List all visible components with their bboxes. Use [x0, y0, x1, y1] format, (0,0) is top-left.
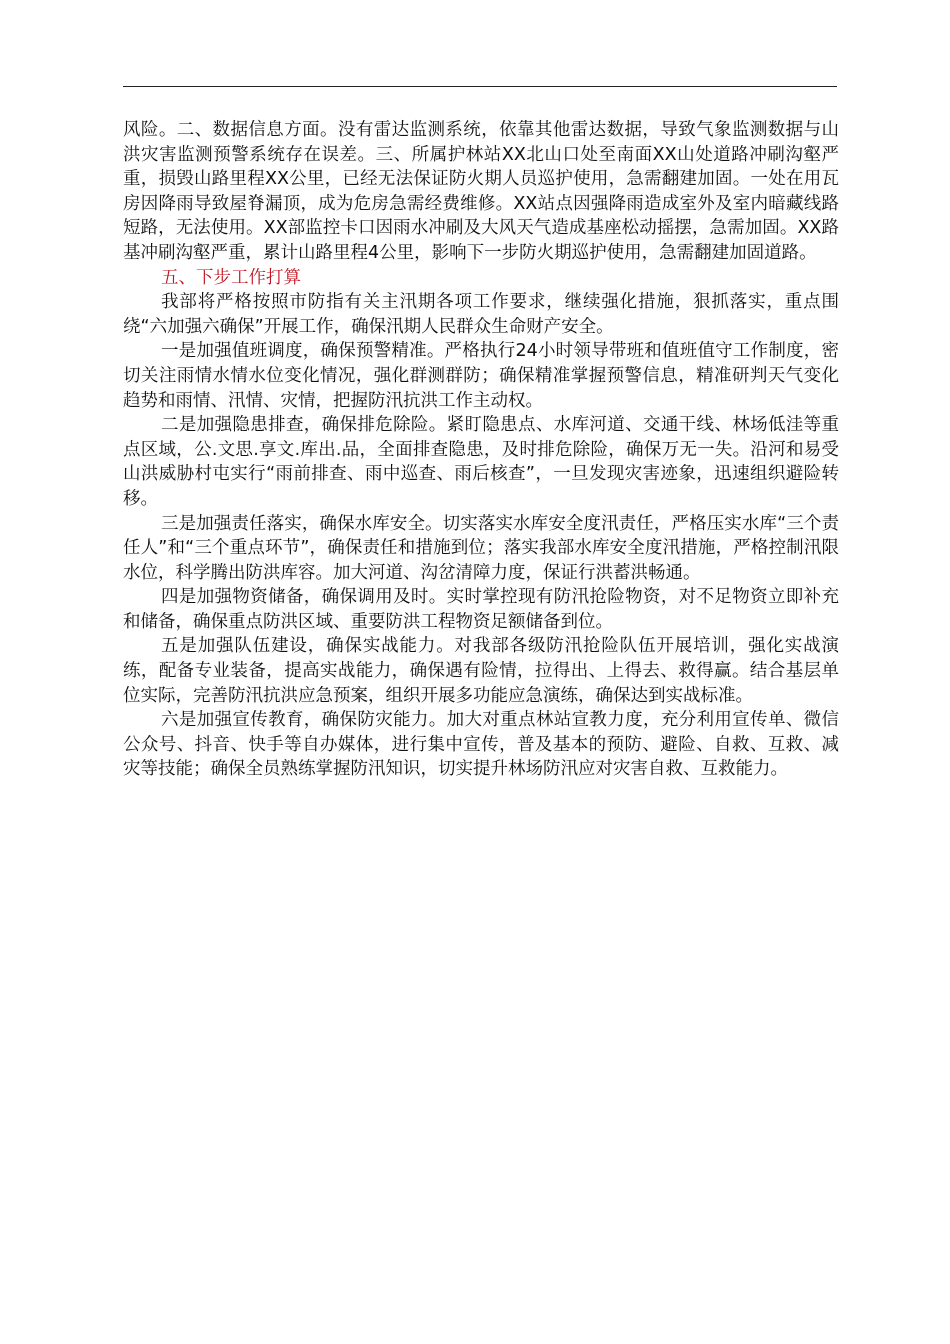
header-rule: [123, 86, 837, 87]
intro-paragraph: 风险。二、数据信息方面。没有雷达监测系统，依靠其他雷达数据，导致气象监测数据与山洪灾害监测预警系统存在误差。三、所属护林站XX北山口处至南面XX山处道路冲刷沟壑严重，损毁山路里程XX公里，已经无法保证防火期人员巡护使用，急需翻建加固。一处在用瓦房因降雨导致屋脊漏顶，成为危房急需经费维修。XX站点因强降雨造成室外及室内暗藏线路短路，无法使用。XX部监控卡口因雨水冲刷及大风天气造成基座松动摇摆，急需加固。XX路基冲刷沟壑严重，累计山路里程4公里，影响下一步防火期巡护使用，急需翻建加固道路。: [123, 120, 839, 263]
paragraph-publicity-education: 六是加强宣传教育，确保防灾能力。加大对重点林站宣教力度，充分利用宣传单、微信公众号、抖音、快手等自办媒体，进行集中宣传，普及基本的预防、避险、自救、互救、减灾等技能；确保全员熟练掌握防汛知识，切实提升林场防汛应对灾害自救、互救能力。: [123, 710, 839, 780]
paragraph-overview: 我部将严格按照市防指有关主汛期各项工作要求，继续强化措施，狠抓落实，重点围绕“六加强六确保”开展工作，确保汛期人民群众生命财产安全。: [123, 292, 839, 337]
section-heading: 五、下步工作打算: [161, 267, 301, 288]
document-body: [123, 118, 839, 782]
paragraph-team-building: 五是加强队伍建设，确保实战能力。对我部各级防汛抢险队伍开展培训，强化实战演练，配备专业装备，提高实战能力，确保遇有险情，拉得出、上得去、救得赢。结合基层单位实际，完善防汛抗洪应急预案，组织开展多功能应急演练，确保达到实战标准。: [123, 636, 839, 706]
paragraph-hazard-inspection: 二是加强隐患排查，确保排危除险。紧盯隐患点、水库河道、交通干线、林场低洼等重点区域，公.文思.享文.库出.品，全面排查隐患，及时排危除险，确保万无一失。沿河和易受山洪威胁村屯实行“雨前排查、雨中巡查、雨后核查”，一旦发现灾害迹象，迅速组织避险转移。: [123, 415, 839, 509]
paragraph-responsibility: 三是加强责任落实，确保水库安全。切实落实水库安全度汛责任，严格压实水库“三个责任人”和“三个重点环节”，确保责任和措施到位；落实我部水库安全度汛措施，严格控制汛限水位，科学腾出防洪库容。加大河道、沟岔清障力度，保证行洪蓄洪畅通。: [123, 513, 839, 583]
paragraph-duty-scheduling: 一是加强值班调度，确保预警精准。严格执行24小时领导带班和值班值守工作制度，密切关注雨情水情水位变化情况，强化群测群防；确保精准掌握预警信息，精准研判天气变化趋势和雨情、汛情、灾情，把握防汛抗洪工作主动权。: [123, 341, 839, 411]
paragraph-materials-reserve: 四是加强物资储备，确保调用及时。实时掌控现有防汛抢险物资，对不足物资立即补充和储备，确保重点防洪区域、重要防洪工程物资足额储备到位。: [123, 587, 839, 632]
